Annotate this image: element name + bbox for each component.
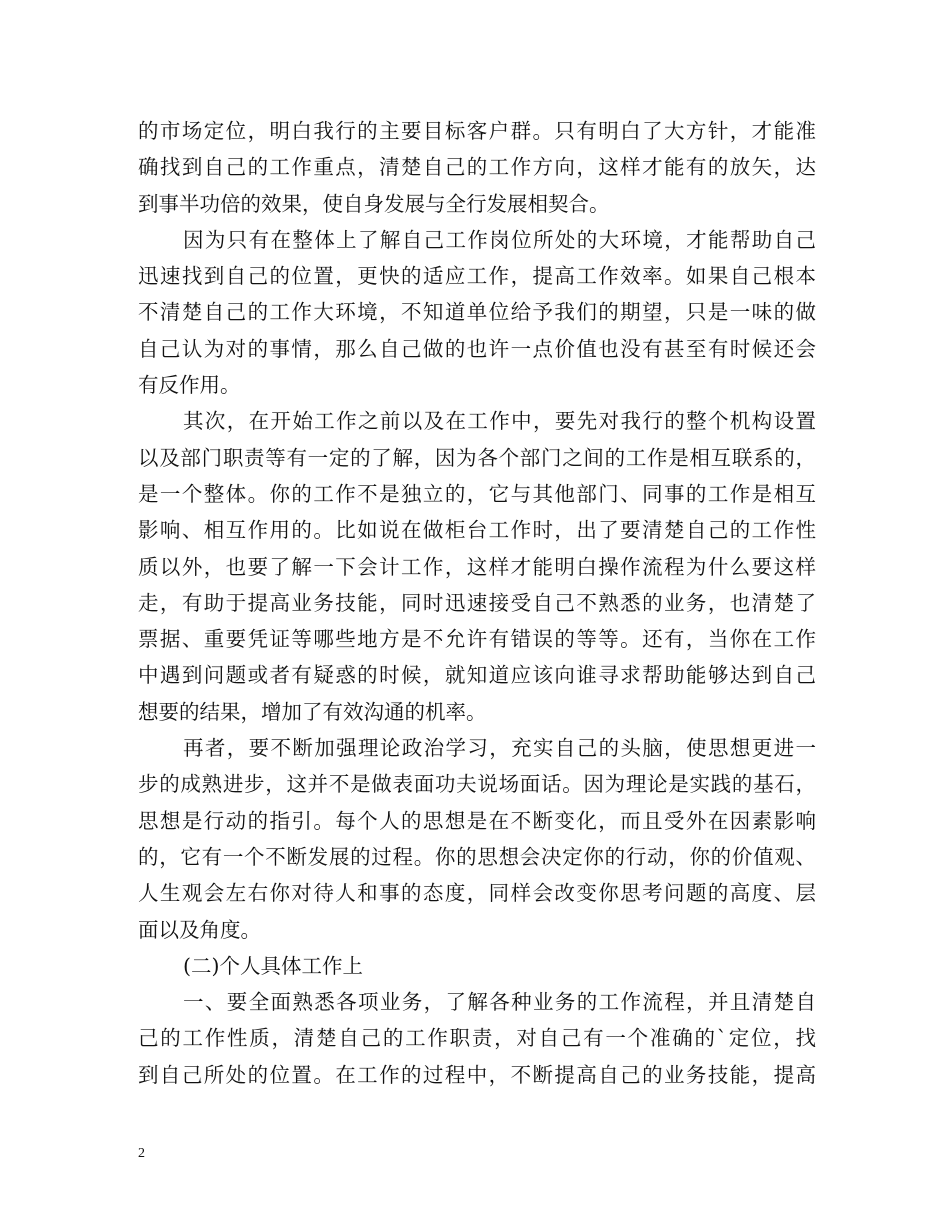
text-line: 中遇到问题或者有疑惑的时候，就知道应该向谁寻求帮助能够达到自己 bbox=[138, 663, 816, 688]
text-line: 以及部门职责等有一定的了解，因为各个部门之间的工作是相互联系的， bbox=[138, 445, 816, 470]
page-number: 2 bbox=[138, 1146, 145, 1161]
text-line: 的，它有一个不断发展的过程。你的思想会决定你的行动，你的价值观、 bbox=[138, 844, 816, 869]
text-line: 一、要全面熟悉各项业务，了解各种业务的工作流程，并且清楚自 bbox=[183, 990, 816, 1015]
body-text bbox=[138, 113, 816, 1093]
text-line: 面以及角度。 bbox=[138, 917, 261, 942]
text-line: 想要的结果，增加了有效沟通的机率。 bbox=[138, 699, 487, 724]
text-line: 质以外，也要了解一下会计工作，这样才能明白操作流程为什么要这样 bbox=[138, 554, 816, 579]
text-line: 确找到自己的工作重点，清楚自己的工作方向，这样才能有的放矢，达 bbox=[138, 155, 816, 180]
text-line: 到自己所处的位置。在工作的过程中，不断提高自己的业务技能，提高 bbox=[138, 1062, 816, 1087]
text-line: 再者，要不断加强理论政治学习，充实自己的头脑，使思想更进一 bbox=[183, 736, 816, 761]
text-line: 步的成熟进步，这并不是做表面功夫说场面话。因为理论是实践的基石， bbox=[138, 772, 816, 797]
text-line: 迅速找到自己的位置，更快的适应工作，提高工作效率。如果自己根本 bbox=[138, 264, 816, 289]
text-line: 不清楚自己的工作大环境，不知道单位给予我们的期望，只是一味的做 bbox=[138, 300, 816, 325]
text-line: 走，有助于提高业务技能，同时迅速接受自己不熟悉的业务，也清楚了 bbox=[138, 590, 816, 615]
text-line: 影响、相互作用的。比如说在做柜台工作时，出了要清楚自己的工作性 bbox=[138, 518, 816, 543]
text-line: 票据、重要凭证等哪些地方是不允许有错误的等等。还有，当你在工作 bbox=[138, 627, 816, 652]
text-line: 是一个整体。你的工作不是独立的，它与其他部门、同事的工作是相互 bbox=[138, 481, 816, 506]
text-line: 的市场定位，明白我行的主要目标客户群。只有明白了大方针，才能准 bbox=[138, 119, 816, 143]
section-heading: (二)个人具体工作上 bbox=[183, 953, 363, 978]
text-line: 自己认为对的事情，那么自己做的也许一点价值也没有甚至有时候还会 bbox=[138, 336, 816, 361]
text-line: 因为只有在整体上了解自己工作岗位所处的大环境，才能帮助自己 bbox=[183, 227, 816, 252]
text-line: 己的工作性质，清楚自己的工作职责，对自己有一个准确的`定位，找 bbox=[138, 1026, 816, 1051]
text-line: 有反作用。 bbox=[138, 373, 241, 398]
text-line: 其次，在开始工作之前以及在工作中，要先对我行的整个机构设置 bbox=[183, 409, 816, 434]
text-line: 思想是行动的指引。每个人的思想是在不断变化，而且受外在因素影响 bbox=[138, 808, 816, 833]
text-line: 到事半功倍的效果，使自身发展与全行发展相契合。 bbox=[138, 191, 610, 216]
text-line: 人生观会左右你对待人和事的态度，同样会改变你思考问题的高度、层 bbox=[138, 881, 816, 906]
